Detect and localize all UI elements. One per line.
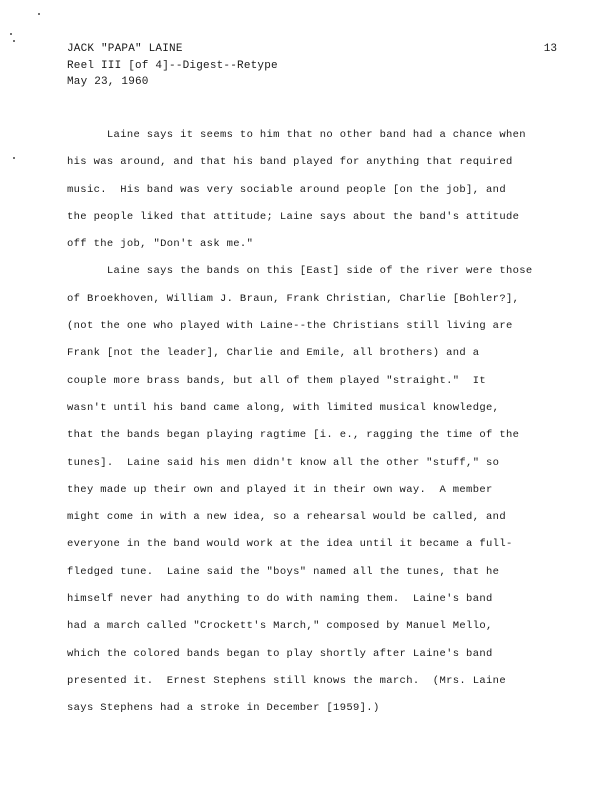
text-line: had a march called "Crockett's March," composed by Manuel Mello, bbox=[67, 620, 493, 633]
text-line: (not the one who played with Laine--the Christians still living are bbox=[67, 320, 513, 333]
text-line: might come in with a new idea, so a rehearsal would be called, and bbox=[67, 511, 506, 524]
text-line: everyone in the band would work at the idea until it became a full- bbox=[67, 538, 513, 551]
text-line: wasn't until his band came along, with limited musical knowledge, bbox=[67, 401, 500, 414]
interview-date: May 23, 1960 bbox=[67, 76, 149, 88]
text-line: Laine says the bands on this [East] side of the river were those bbox=[67, 265, 533, 278]
text-line: couple more brass bands, but all of them played "straight." It bbox=[67, 374, 487, 387]
text-line: off the job, "Don't ask me." bbox=[67, 238, 254, 251]
scan-speck bbox=[13, 157, 15, 159]
text-line: Frank [not the leader], Charlie and Emile, all brothers) and a bbox=[67, 347, 480, 360]
text-line: Laine says it seems to him that no other band had a chance when bbox=[67, 129, 526, 141]
reel-info: Reel III [of 4]--Digest--Retype bbox=[67, 59, 278, 72]
scan-speck bbox=[10, 33, 12, 35]
page-number: 13 bbox=[543, 43, 557, 55]
document-header bbox=[67, 41, 557, 91]
text-line: his was around, and that his band played for anything that required bbox=[67, 156, 513, 169]
transcript-body bbox=[67, 122, 567, 723]
text-line: which the colored bands began to play shortly after Laine's band bbox=[67, 647, 493, 660]
text-line: of Broekhoven, William J. Braun, Frank Christian, Charlie [Bohler?], bbox=[67, 292, 520, 305]
scan-speck bbox=[13, 40, 15, 42]
text-line: says Stephens had a stroke in December [1959].) bbox=[67, 702, 380, 715]
text-line: that the bands began playing ragtime [i. e., ragging the time of the bbox=[67, 429, 520, 442]
text-line: presented it. Ernest Stephens still knows the march. (Mrs. Laine bbox=[67, 674, 506, 687]
scan-speck bbox=[38, 13, 40, 15]
text-line: music. His band was very sociable around people [on the job], and bbox=[67, 183, 506, 196]
text-line: tunes]. Laine said his men didn't know all the other "stuff," so bbox=[67, 456, 500, 469]
text-line: they made up their own and played it in their own way. A member bbox=[67, 483, 493, 496]
text-line: the people liked that attitude; Laine says about the band's attitude bbox=[67, 210, 520, 223]
text-line: himself never had anything to do with naming them. Laine's band bbox=[67, 593, 493, 606]
text-line: fledged tune. Laine said the "boys" named all the tunes, that he bbox=[67, 565, 500, 578]
interviewee-name: JACK "PAPA" LAINE bbox=[67, 43, 183, 55]
